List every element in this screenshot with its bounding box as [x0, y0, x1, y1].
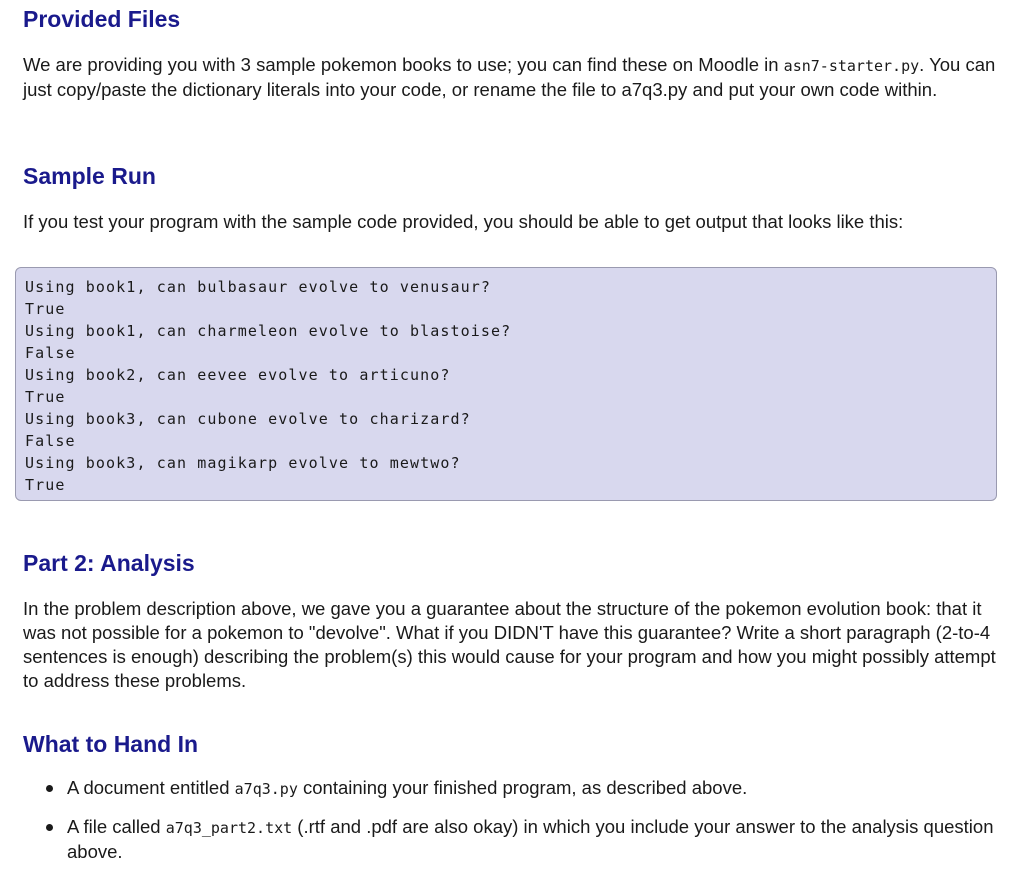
output-line: True — [25, 476, 66, 494]
provided-files-paragraph — [23, 53, 998, 102]
program-filename: a7q3.py — [234, 780, 298, 798]
item-text-after: (.rtf and .pdf are also okay) in which you include your answer to the analysis question above. — [67, 816, 994, 862]
analysis-heading: Part 2: Analysis — [23, 550, 195, 576]
item-text-after: containing your finished program, as described above. — [297, 777, 748, 798]
bullet-icon — [46, 824, 53, 831]
bullet-icon — [46, 785, 53, 792]
list-item — [40, 815, 1000, 864]
output-line: Using book1, can bulbasaur evolve to venusaur? — [25, 278, 492, 296]
output-line: False — [25, 432, 76, 450]
list-item — [40, 776, 1000, 801]
analysis-filename: a7q3_part2.txt — [165, 819, 293, 837]
output-line: Using book3, can magikarp evolve to mewtwo? — [25, 454, 461, 472]
output-line: False — [25, 344, 76, 362]
item-text-before: A file called — [67, 816, 166, 837]
output-line: Using book1, can charmeleon evolve to blastoise? — [25, 322, 512, 340]
sample-output-block — [15, 267, 997, 501]
provided-files-text-before: We are providing you with 3 sample pokemon books to use; you can find these on Moodle in — [23, 54, 784, 75]
sample-run-paragraph: If you test your program with the sample code provided, you should be able to get output that looks like this: — [23, 211, 904, 232]
output-line: Using book3, can cubone evolve to charizard? — [25, 410, 471, 428]
provided-files-heading: Provided Files — [23, 6, 181, 32]
output-line: True — [25, 300, 66, 318]
output-line: True — [25, 388, 66, 406]
provided-files-text-after: . You can just copy/paste the dictionary literals into your code, or rename the file to a7q3.py and put your own code within. — [23, 54, 996, 100]
starter-filename: asn7-starter.py — [783, 57, 920, 75]
output-line: Using book2, can eevee evolve to articuno? — [25, 366, 451, 384]
hand-in-heading: What to Hand In — [23, 731, 199, 757]
item-text-before: A document entitled — [67, 777, 235, 798]
sample-run-heading: Sample Run — [23, 163, 156, 189]
hand-in-list — [40, 776, 1000, 864]
analysis-paragraph: In the problem description above, we gave you a guarantee about the structure of the pokemon evolution book: that it was not possible for a pokemon to "devolve". What if you DIDN'T have this guarantee? Write a short paragraph (2-to-4 sentences is enough) describing the problem(s) this would cause for your program and how you might possibly attempt to address these problems. — [23, 598, 996, 691]
